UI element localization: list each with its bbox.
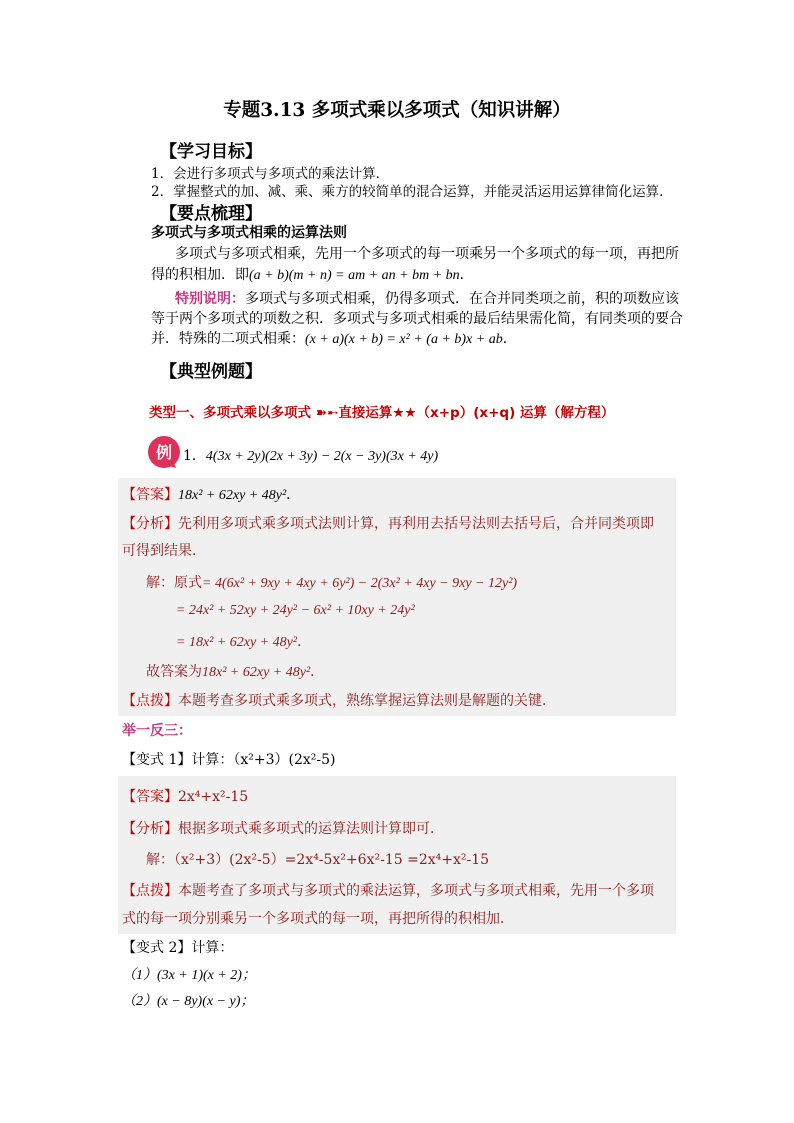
special-note-prefix: 并．特殊的二项式相乘： [151,331,305,347]
q1-solution-line1 [146,572,517,592]
variant-1 [122,749,335,769]
objective-item-1: 1．会进行多项式与多项式的乘法计算． [151,166,390,182]
special-formula-suffix: ． [502,331,517,347]
q1-solution-step1: = 4(6x² + 9xy + 4xy + 6y²) − 2(3x² + 4xy − 9xy − 12y²) [202,576,518,591]
special-note-line1 [175,288,679,308]
v1-solution: 解：（x²+3）(2x²-5）=2x⁴-5x²+6x²-15 =2x⁴+x²-15 [146,852,490,868]
q1-solution-step2: = 24x² + 52xy + 24y² − 6x² + 10xy + 24y² [176,603,415,618]
rule-text-line1: 多项式与多项式相乘，先用一个多项式的每一项乘另一个多项式的每一项，再把所 [175,246,679,262]
q1-tip-text: 本题考查多项式乘多项式，熟练掌握运算法则是解题的关键． [178,693,556,709]
question-1-number: 1． [183,448,206,464]
v1-analysis [122,818,444,838]
rule-text-prefix: 得的积相加．即 [151,267,249,283]
q1-answer-period: ． [286,487,301,503]
example-badge [148,436,180,468]
q1-analysis-label: 【分析】 [122,516,178,532]
type-one-heading: 类型一、多项式乘以多项式 ➽➸直接运算★★（x+p）(x+q) 运算（解方程） [149,405,615,421]
special-note-line2: 等于两个多项式的项数之积．多项式与多项式相乘的最后结果需化简，有同类项的要合 [151,311,683,327]
page-title: 专题3.13 多项式乘以多项式（知识讲解） [223,100,571,121]
q1-solution-final-value: 18x² + 62xy + 48y² [202,665,311,680]
rule-text-line2 [151,264,474,284]
q1-answer [122,484,300,504]
q1-answer-value: 18x² + 62xy + 48y² [178,488,287,503]
v1-tip-line2: 式的每一项分别乘另一个多项式的每一项，再把所得的积相加． [122,911,514,927]
keypoints-header: 【要点梳理】 [160,204,262,224]
variant-2-item-1-text: （1）(3x + 1)(x + 2)； [122,968,256,983]
q1-solution-final-prefix: 故答案为 [146,664,202,680]
q1-solution-label: 解：原式 [146,575,202,591]
v1-answer-label: 【答案】 [122,789,178,805]
v1-tip-text1: 本题考查了多项式与多项式的乘法运算，多项式与多项式相乘，先用一个多项 [178,883,654,899]
special-note-line3 [151,328,517,348]
keypoints-subheader: 多项式与多项式相乘的运算法则 [151,225,347,241]
rule-formula: (a + b)(m + n) = am + an + bm + bn [249,268,460,283]
q1-analysis-line1 [122,513,654,533]
variant-1-expression: （x²+3）(2x²-5) [233,752,336,768]
v1-analysis-label: 【分析】 [122,821,178,837]
v1-answer-value: 2x⁴+x²-15 [178,789,249,805]
q1-solution-final-period: ． [310,664,325,680]
variant-2-item-2-text: （2）(x − 8y)(x − y)； [122,994,255,1009]
q1-solution-step3-period: ． [297,634,312,650]
q1-tip-label: 【点拨】 [122,693,178,709]
objectives-header: 【学习目标】 [160,142,262,162]
v1-tip-label: 【点拨】 [122,883,178,899]
q1-solution-final [146,661,324,681]
variant-2-item-2 [122,990,254,1010]
variant-2-label: 【变式 2】计算： [122,940,234,956]
variant-1-label: 【变式 1】计算： [122,752,234,768]
special-note-text1: 多项式与多项式相乘，仍得多项式．在合并同类项之前，积的项数应该 [245,291,679,307]
q1-tip [122,690,556,710]
q1-analysis-text1: 先利用多项式乘多项式法则计算，再利用去括号法则去括号后，合并同类项即 [178,516,654,532]
q1-answer-label: 【答案】 [122,487,178,503]
variant-2-item-1 [122,964,256,984]
v1-tip-line1 [122,880,654,900]
v1-answer [122,786,248,806]
v1-analysis-text: 根据多项式乘多项式的运算法则计算即可． [178,821,444,837]
q1-solution-step3: = 18x² + 62xy + 48y² [176,635,298,650]
question-1 [183,445,438,465]
q1-analysis-line2: 可得到结果． [122,543,206,559]
q1-solution-line3 [176,631,311,651]
objective-item-2: 2．掌握整式的加、减、乘、乘方的较简单的混合运算，并能灵活运用运算律简化运算． [151,184,673,200]
rule-formula-suffix: ． [459,267,474,283]
example-badge-label: 例 [155,443,172,462]
practice-heading: 举一反三： [122,723,192,739]
special-note-label: 特别说明： [175,291,245,307]
special-formula: (x + a)(x + b) = x² + (a + b)x + ab [305,332,503,347]
examples-header: 【典型例题】 [160,362,262,382]
question-1-expression: 4(3x + 2y)(2x + 3y) − 2(x − 3y)(3x + 4y) [205,449,439,464]
